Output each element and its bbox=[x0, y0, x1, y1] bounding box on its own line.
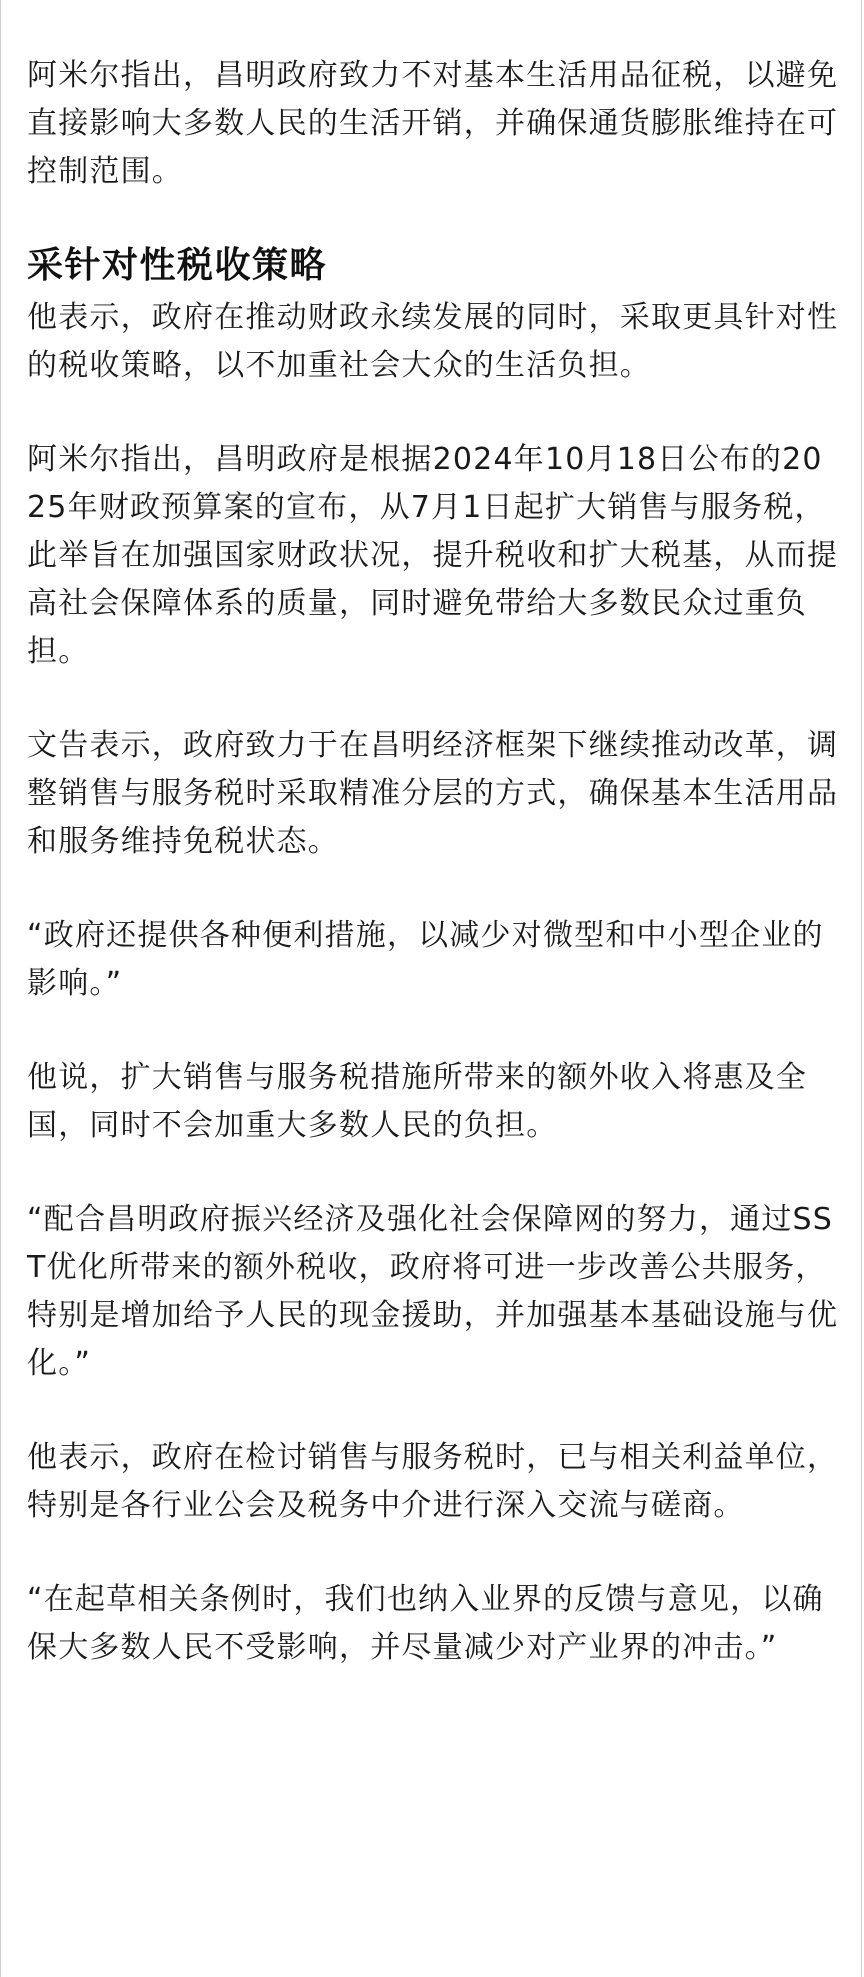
paragraph-3: 文告表示，政府致力于在昌明经济框架下继续推动改革，调整销售与服务税时采取精准分层的方式，确保基本生活用品和服务维持免税状态。 bbox=[27, 728, 839, 859]
paragraph-4: 他说，扩大销售与服务税措施所带来的额外收入将惠及全国，同时不会加重大多数人民的负担。 bbox=[27, 1060, 807, 1143]
paragraph-1: 他表示，政府在推动财政永续发展的同时，采取更具针对性的税收策略，以不加重社会大众的生活负担。 bbox=[27, 300, 839, 383]
quote-paragraph-1: “政府还提供各种便利措施，以减少对微型和中小型企业的影响。” bbox=[27, 918, 824, 1001]
intro-paragraph: 阿米尔指出，昌明政府致力不对基本生活用品征税，以避免直接影响大多数人民的生活开销，并确保通货膨胀维持在可控制范围。 bbox=[27, 58, 839, 189]
article-body bbox=[27, 52, 839, 1718]
paragraph-2: 阿米尔指出，昌明政府是根据2024年10月18日公布的2025年财政预算案的宣布，从7月1日起扩大销售与服务税，此举旨在加强国家财政状况，提升税收和扩大税基，从而提高社会保障体系的质量，同时避免带给大多数民众过重负担。 bbox=[27, 442, 839, 669]
quote-paragraph-3: “在起草相关条例时，我们也纳入业界的反馈与意见，以确保大多数人民不受影响，并尽量减少对产业界的冲击。” bbox=[27, 1582, 824, 1665]
paragraph-5: 他表示，政府在检讨销售与服务税时，已与相关利益单位，特别是各行业公会及税务中介进行深入交流与磋商。 bbox=[27, 1440, 839, 1523]
section-heading: 采针对性税收策略 bbox=[27, 245, 328, 286]
quote-paragraph-2: “配合昌明政府振兴经济及强化社会保障网的努力，通过SST优化所带来的额外税收，政府将可进一步改善公共服务，特别是增加给予人民的现金援助，并加强基本基础设施与优化。” bbox=[27, 1202, 839, 1381]
